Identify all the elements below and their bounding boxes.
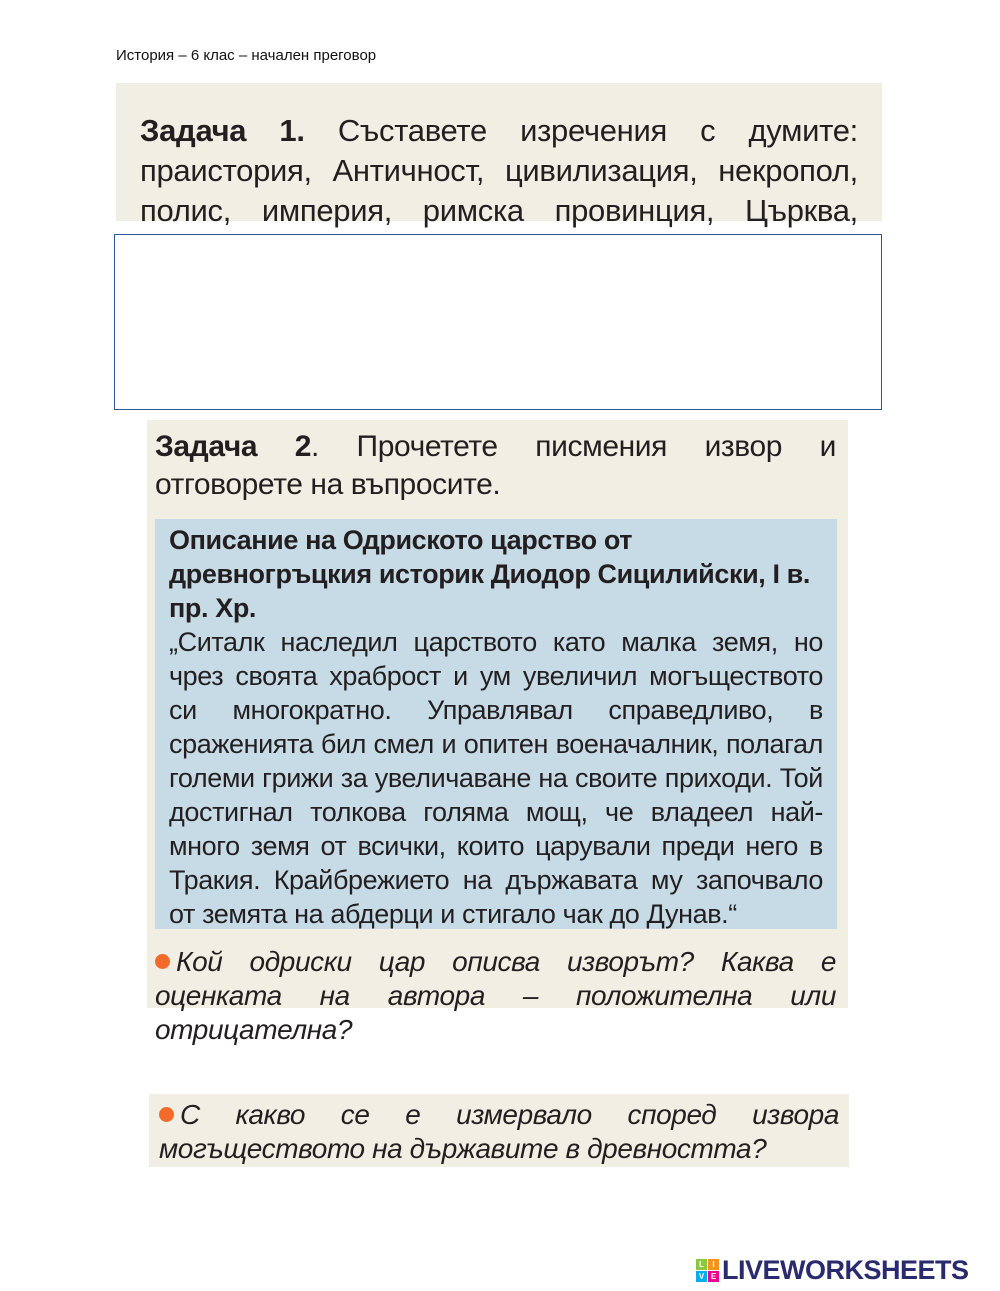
liveworksheets-logo — [696, 1255, 969, 1285]
task-1-answer-input[interactable] — [114, 234, 882, 410]
page-header: История – 6 клас – начален преговор — [116, 47, 377, 64]
logo-letter: I — [708, 1259, 719, 1270]
logo-letter: V — [696, 1271, 707, 1282]
task-1-label: Задача 1. — [140, 113, 305, 148]
task-1-box — [116, 83, 882, 228]
source-title: Описание на Одриското царство от древногръцкия историк Диодор Сицилийски, I в. пр. Хр. — [169, 525, 810, 623]
task-2-box — [147, 420, 848, 1045]
question-2 — [159, 1098, 839, 1166]
bullet-icon — [155, 954, 170, 969]
question-1-text: Кой одриски цар описва изворът? Каква е оценката на автора – положителна или отрицателна? — [155, 946, 836, 1045]
source-excerpt — [155, 519, 837, 929]
task-1-text: Съставете изречения с думите: праистория, Античност, цивилизация, некропол, полис, империя, римска провинция, Църква, — [140, 113, 858, 228]
question-2-box — [149, 1094, 849, 1167]
task-2-heading — [155, 428, 836, 504]
question-1 — [155, 945, 836, 1047]
source-text: „Ситалк наследил царството като малка земя, но чрез своята храброст и ум увеличил могъществото си многократно. Управлявал справедливо, в сраженията бил смел и опитен военачалник, полагал големи грижи за увеличаване на своите приходи. Той достигнал толкова голяма мощ, че владеел най-много земя от всички, които царували преди него в Тракия. Крайбрежието на държавата му започвало от земята на абдерци и стигало чак до Дунав.“ — [169, 627, 823, 929]
logo-text: LIVEWORKSHEETS — [722, 1254, 969, 1285]
logo-icon — [696, 1259, 719, 1282]
logo-letter: E — [708, 1271, 719, 1282]
task-2-text: . Прочетете писмения извор и отговорете на въпросите. — [155, 430, 836, 501]
task-2-label: Задача 2 — [155, 430, 312, 463]
logo-letter: L — [696, 1259, 707, 1270]
bullet-icon — [159, 1107, 174, 1122]
question-2-text: С какво се е измервало според извора могъществото на държавите в древността? — [159, 1099, 839, 1164]
